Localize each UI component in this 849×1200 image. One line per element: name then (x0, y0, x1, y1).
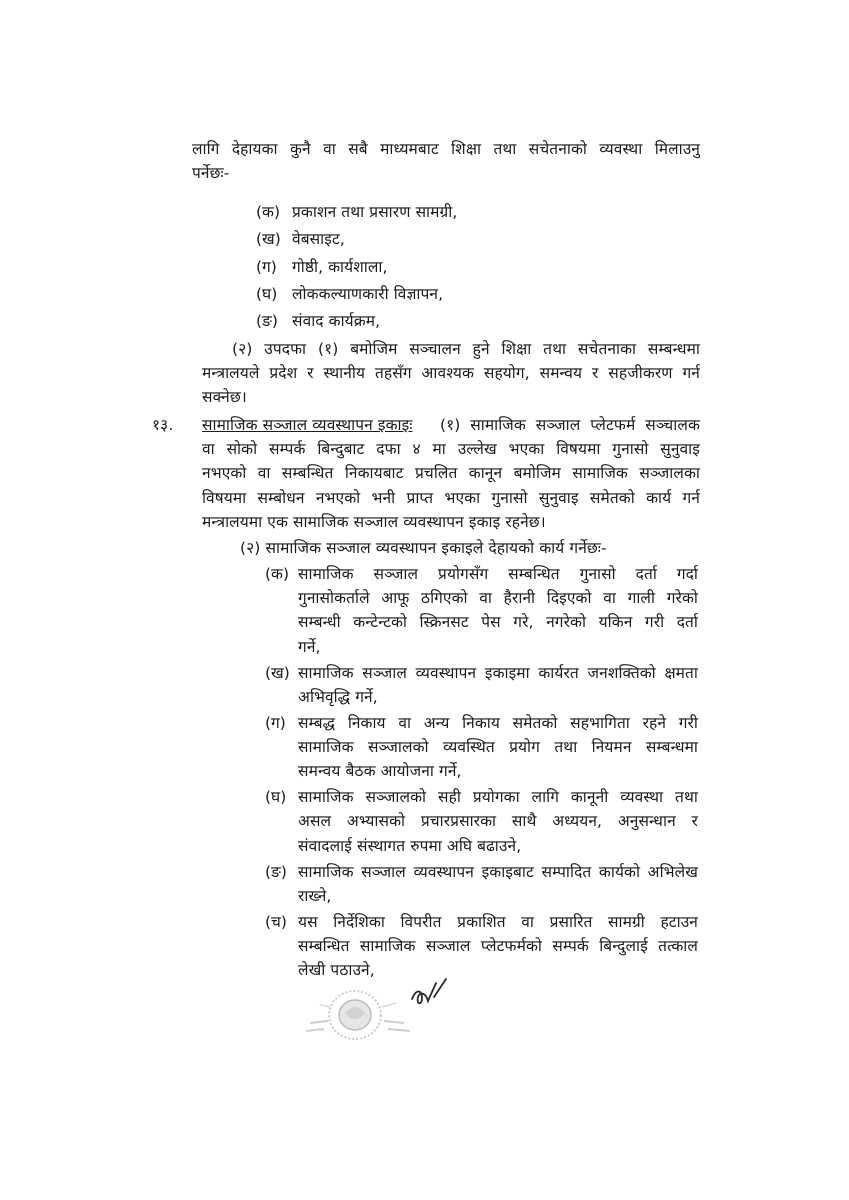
intro-line-2: पर्नेछः- (192, 164, 230, 182)
sub2-line-2: मन्त्रालयले प्रदेश र स्थानीय तहसँग आवश्यक सहयोग, समन्वय र सहजीकरण गर्न (202, 364, 700, 382)
list1-marker: (ङ) (256, 312, 278, 330)
list1-item: वेबसाइट, (292, 230, 345, 248)
list2-line: गुनासोकर्ताले आफू ठगिएको वा हैरानी दिइएको वा गाली गरेको (298, 589, 698, 607)
list2-marker: (ग) (265, 714, 286, 732)
list2-line: संवादलाई संस्थागत रुपमा अघि बढाउने, (298, 837, 522, 855)
section13-line-4: विषयमा सम्बोधन नभएको भनी प्राप्त भएका गुनासो सुनुवाइ समेतको कार्य गर्न (202, 489, 700, 507)
sub2-line-1: (२) उपदफा (१) बमोजिम सञ्चालन हुने शिक्षा तथा सचेतनाका सम्बन्धमा (232, 340, 700, 358)
list2-marker: (क) (265, 565, 289, 583)
sub2-line-3: सक्नेछ। (202, 388, 247, 406)
list1-marker: (घ) (256, 285, 278, 303)
list2-line: सामाजिक सञ्जाल व्यवस्थापन इकाइबाट सम्पादित कार्यको अभिलेख (298, 863, 698, 881)
signature-icon (408, 975, 458, 1015)
section13-sub2-intro: (२) सामाजिक सञ्जाल व्यवस्थापन इकाइले देहायको कार्य गर्नेछः- (240, 539, 607, 557)
section-number: १३. (152, 416, 174, 434)
list1-marker: (क) (256, 203, 280, 221)
list1-marker: (ग) (256, 258, 277, 276)
list2-marker: (ङ) (265, 863, 287, 881)
list2-line: यस निर्देशिका विपरीत प्रकाशित वा प्रसारित सामग्री हटाउन (298, 913, 698, 931)
list1-item: गोष्ठी, कार्यशाला, (292, 258, 388, 276)
list1-item: लोककल्याणकारी विज्ञापन, (292, 285, 444, 303)
list2-line: सम्बन्धी कन्टेन्टको स्क्रिनसट पेस गरे, नगरेको यकिन गरी दर्ता (298, 613, 698, 631)
list2-marker: (च) (265, 913, 287, 931)
section13-line-5: मन्त्रालयमा एक सामाजिक सञ्जाल व्यवस्थापन इकाइ रहनेछ। (202, 513, 546, 531)
list2-line: सामाजिक सञ्जालको व्यवस्थित प्रयोग तथा नियमन सम्बन्धमा (298, 738, 698, 756)
list2-line: लेखी पठाउने, (298, 961, 375, 979)
list2-line: सामाजिक सञ्जालको सही प्रयोगका लागि कानूनी व्यवस्था तथा (298, 788, 698, 806)
list1-item: संवाद कार्यक्रम, (292, 312, 381, 330)
list2-line: सामाजिक सञ्जाल प्रयोगसँग सम्बन्धित गुनासो दर्ता गर्दा (298, 565, 698, 583)
list2-line: अभिवृद्धि गर्ने, (298, 688, 378, 706)
section13-line-3: नभएको वा सम्बन्धित निकायबाट प्रचलित कानून बमोजिम सामाजिक सञ्जालका (202, 464, 700, 482)
intro-line-1: लागि देहायका कुनै वा सबै माध्यमबाट शिक्षा तथा सचेतनाको व्यवस्था मिलाउनु (192, 140, 700, 158)
section13-line-1: (१) सामाजिक सञ्जाल प्लेटफर्म सञ्चालक (440, 416, 700, 434)
list2-marker: (घ) (265, 788, 287, 806)
list2-line: सम्बन्धित सामाजिक सञ्जाल प्लेटफर्मको सम्पर्क बिन्दुलाई तत्काल (298, 937, 698, 955)
section-heading: सामाजिक सञ्जाल व्यवस्थापन इकाइः (202, 416, 413, 434)
list1-marker: (ख) (256, 230, 281, 248)
section13-line-2: वा सोको सम्पर्क बिन्दुबाट दफा ४ मा उल्लेख भएका विषयमा गुनासो सुनुवाइ (202, 440, 700, 458)
list2-line: गर्ने, (298, 638, 321, 656)
list2-line: असल अभ्यासको प्रचारप्रसारका साथै अध्ययन, अनुसन्धान र (298, 812, 698, 830)
list2-marker: (ख) (265, 664, 290, 682)
list2-line: सम्बद्ध निकाय वा अन्य निकाय समेतको सहभागिता रहने गरी (298, 714, 698, 732)
list2-line: सामाजिक सञ्जाल व्यवस्थापन इकाइमा कार्यरत जनशक्तिको क्षमता (298, 664, 698, 682)
list2-line: समन्वय बैठक आयोजना गर्ने, (298, 762, 462, 780)
list2-line: राख्ने, (298, 887, 332, 905)
list1-item: प्रकाशन तथा प्रसारण सामग्री, (292, 203, 458, 221)
